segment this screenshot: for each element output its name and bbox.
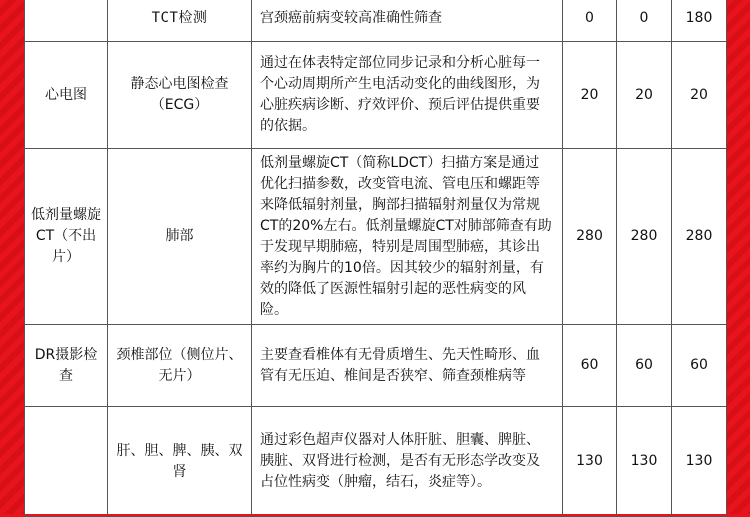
category-cell: DR摄影检查 xyxy=(25,325,108,407)
category-cell: 低剂量螺旋CT（不出片） xyxy=(25,149,108,325)
category-cell: 心电图 xyxy=(25,42,108,149)
category-cell xyxy=(25,407,108,517)
price-cell: 20 xyxy=(617,42,672,149)
price-table-sheet xyxy=(24,0,726,514)
price-cell: 60 xyxy=(617,325,672,407)
left-red-border xyxy=(0,0,24,514)
price-cell: 130 xyxy=(617,407,672,517)
price-cell: 280 xyxy=(563,149,617,325)
table-row xyxy=(25,149,727,325)
price-cell: 20 xyxy=(672,42,727,149)
price-cell: 130 xyxy=(672,407,727,517)
price-cell: 60 xyxy=(563,325,617,407)
table-row xyxy=(25,325,727,407)
price-cell: 130 xyxy=(563,407,617,517)
right-red-border xyxy=(726,0,750,514)
item-cell: 颈椎部位（侧位片、无片） xyxy=(108,325,252,407)
price-cell: 180 xyxy=(672,0,727,42)
table-row xyxy=(25,42,727,149)
price-cell: 280 xyxy=(672,149,727,325)
table-row xyxy=(25,0,727,42)
category-cell xyxy=(25,0,108,42)
table-row xyxy=(25,407,727,517)
item-cell: TCT检测 xyxy=(108,0,252,42)
price-cell: 280 xyxy=(617,149,672,325)
price-cell: 0 xyxy=(617,0,672,42)
checkup-price-table xyxy=(24,0,727,517)
description-cell: 宫颈癌前病变较高准确性筛查 xyxy=(252,0,563,42)
description-cell: 低剂量螺旋CT（简称LDCT）扫描方案是通过优化扫描参数，改变管电流、管电压和螺距等来降低辐射剂量，胸部扫描辐射剂量仅为常规CT的20%左右。低剂量螺旋CT对肺部筛查有助于发现早期肺癌，特别是周围型肺癌，其诊出率约为胸片的10倍。因其较少的辐射剂量，有效的降低了医源性辐射引起的恶性病变的风险。 xyxy=(252,149,563,325)
price-cell: 0 xyxy=(563,0,617,42)
item-cell: 肝、胆、脾、胰、双肾 xyxy=(108,407,252,517)
item-cell: 静态心电图检查（ECG） xyxy=(108,42,252,149)
price-cell: 20 xyxy=(563,42,617,149)
description-cell: 通过在体表特定部位同步记录和分析心脏每一个心动周期所产生电活动变化的曲线图形，为心脏疾病诊断、疗效评价、预后评估提供重要的依据。 xyxy=(252,42,563,149)
description-cell: 通过彩色超声仪器对人体肝脏、胆囊、脾脏、胰脏、双肾进行检测，是否有无形态学改变及占位性病变（肿瘤，结石，炎症等）。 xyxy=(252,407,563,517)
price-cell: 60 xyxy=(672,325,727,407)
item-cell: 肺部 xyxy=(108,149,252,325)
description-cell: 主要查看椎体有无骨质增生、先天性畸形、血管有无压迫、椎间是否狭窄、筛查颈椎病等 xyxy=(252,325,563,407)
